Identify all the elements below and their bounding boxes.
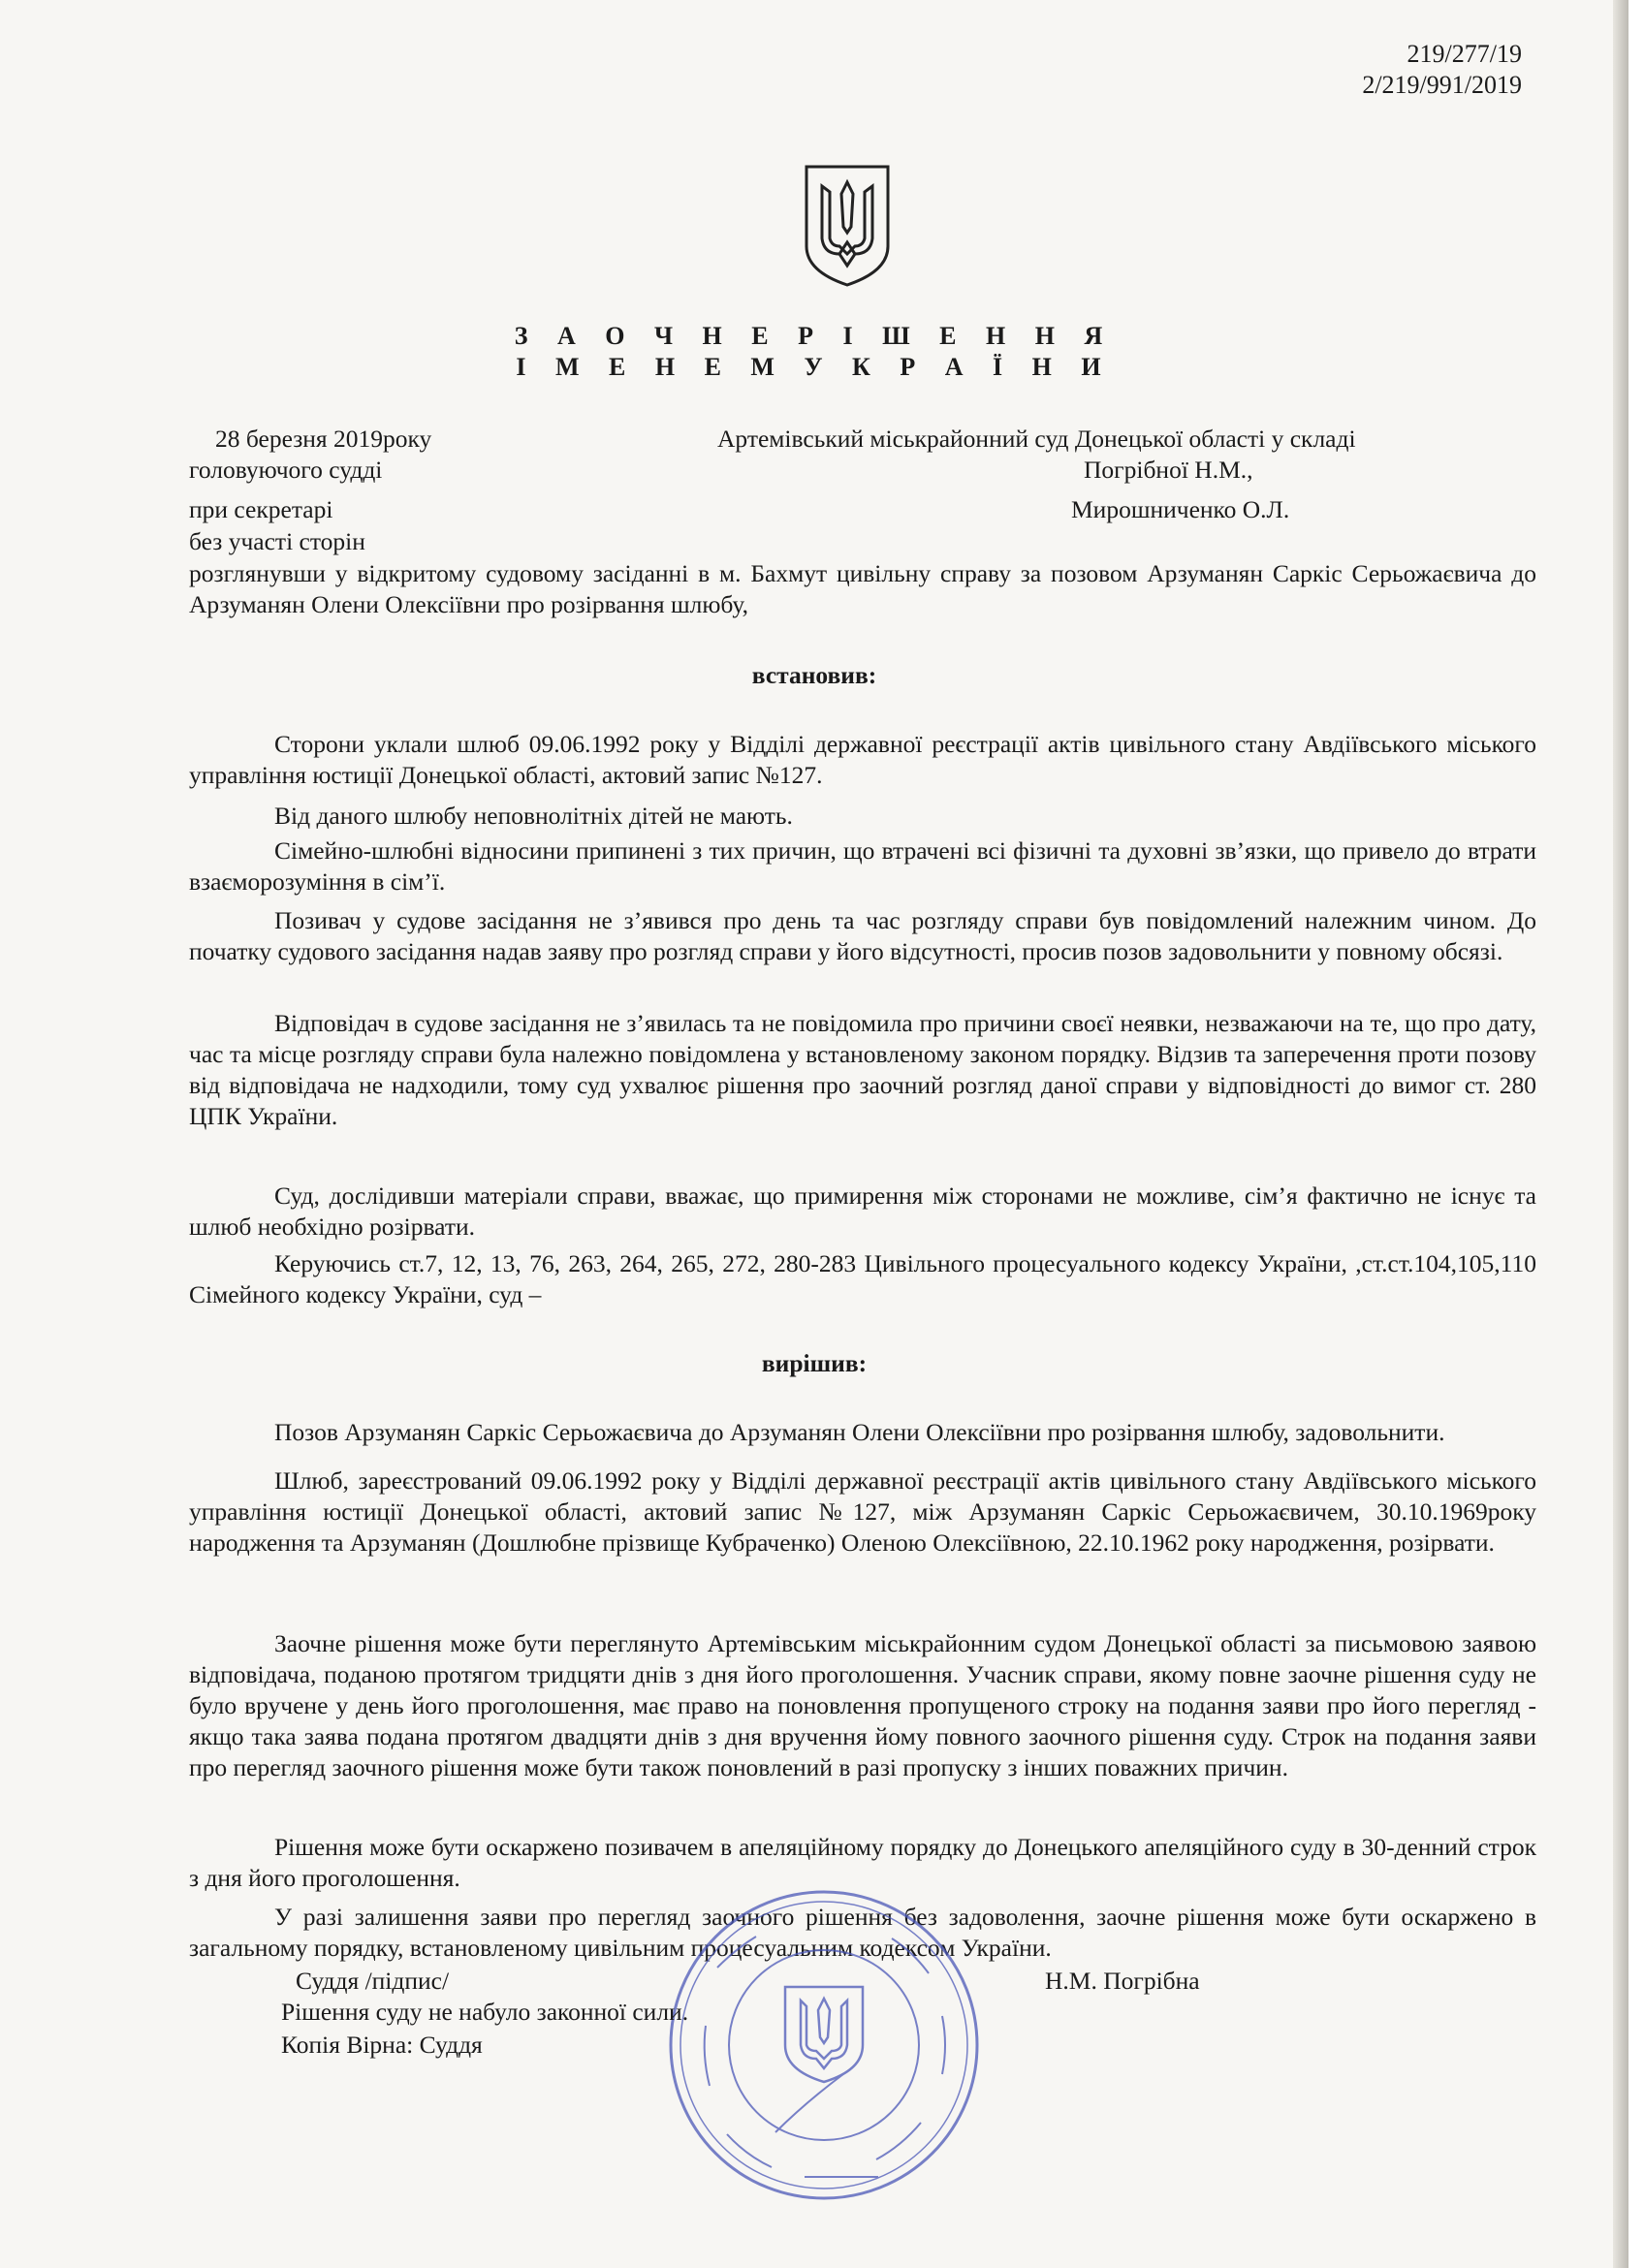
established-paragraph: Сторони уклали шлюб 09.06.1992 року у Відділі державної реєстрації актів цивільного стану Авдіївського міського управління юстиції Донецької області, актовий запис №127.: [189, 730, 1536, 789]
document-subtitle: І М Е Н Е М У К Р А Ї Н И: [516, 353, 1113, 381]
decided-paragraph: У разі залишення заяви про перегляд заочного рішення без задоволення, заочне рішення може бути оскаржено в загальному порядку, встановленому цивільним процесуальним кодексом України.: [189, 1903, 1536, 1962]
parties-note: без участі сторін: [189, 527, 365, 555]
established-paragraph: Позивач у судове засідання не з’явився про день та час розгляду справи був повідомлений належним чином. До початку судового засідання надав заяву про розгляд справи у його відсутності, просив позов задовольнити у повному обсязі.: [189, 906, 1536, 965]
case-number-2: 2/219/991/2019: [1362, 71, 1522, 99]
secretary-label: при секретарі: [189, 495, 333, 523]
section-decided: вирішив:: [761, 1349, 868, 1377]
established-paragraph: Сімейно-шлюбні відносини припинені з тих причин, що втрачені всі фізичні та духовні зв’язки, що привело до втрати взаєморозуміння в сім’ї.: [189, 836, 1536, 896]
presiding-name: Погрібної Н.М.,: [1084, 456, 1253, 484]
secretary-name: Мирошниченко О.Л.: [1071, 495, 1290, 523]
decided-paragraph: Позов Арзуманян Саркіс Серьожаєвича до Арзуманян Олени Олексіївни про розірвання шлюбу, задовольнити.: [274, 1418, 1445, 1446]
decided-paragraph: Шлюб, зареєстрований 09.06.1992 року у Відділі державної реєстрації актів цивільного стану Авдіївського міського управління юстиції Донецької області, актовий запис №127, між Арзуманян Саркіс Серьожаєвичем, 30.10.1969року народження та Арзуманян (Дошлюбне прізвище Кубраченко) Оленою Олексіївною, 22.10.1962 року народження, розірвати.: [189, 1466, 1536, 1557]
case-numbers: [1362, 39, 1522, 101]
not-in-force-note: Рішення суду не набуло законної сили.: [281, 1998, 689, 2026]
decision-date: 28 березня 2019року: [215, 425, 432, 453]
presiding-label: головуючого судді: [189, 456, 383, 484]
official-stamp: [659, 1880, 989, 2210]
case-number-1: 219/277/19: [1407, 40, 1522, 68]
court-name: Артемівський міськрайонний суд Донецької області у складі: [717, 425, 1356, 453]
decided-paragraph: Рішення може бути оскаржено позивачем в апеляційному порядку до Донецького апеляційного суду в 30-денний строк з дня його проголошення.: [189, 1833, 1536, 1892]
section-established: встановив:: [751, 661, 877, 689]
coat-of-arms-icon: [801, 163, 894, 289]
established-paragraph: Відповідач в судове засідання не з’явилась та не повідомила про причини своєї неявки, незважаючи на те, що про дату, час та місце розгляду справи була належно повідомлена у встановленому законом порядку. Відзив та заперечення проти позову від відповідача не надходили, тому суд ухвалює рішення про заочний розгляд даної справи у відповідності до вимог ст. 280 ЦПК України.: [189, 1009, 1536, 1130]
judge-name: Н.М. Погрібна: [1045, 1967, 1200, 1995]
established-paragraph: Керуючись ст.7, 12, 13, 76, 263, 264, 265, 272, 280-283 Цивільного процесуального кодексу України, ,ст.ст.104,105,110 Сімейного кодексу України, суд –: [189, 1249, 1536, 1308]
judge-signature-label: Суддя /підпис/: [296, 1967, 450, 1995]
document-title: З А О Ч Н Е Р І Ш Е Н Н Я: [514, 322, 1115, 350]
decided-paragraph: Заочне рішення може бути переглянуто Артемівським міськрайонним судом Донецької області за письмовою заявою відповідача, поданою протягом тридцяти днів з дня його проголошення. Учасник справи, якому повне заочне рішення суду не було вручене у день його проголошення, має право на поновлення пропущеного строку на подання заяви про його перегляд - якщо така заява подана протягом двадцяти днів з дня вручення йому повного заочного рішення суду. Строк на подання заяви про перегляд заочного рішення може бути також поновлений в разі пропуску з інших поважних причин.: [189, 1629, 1536, 1781]
considered-paragraph: розглянувши у відкритому судовому засіданні в м. Бахмут цивільну справу за позовом Арзуманян Саркіс Серьожаєвича до Арзуманян Олени Олексіївни про розірвання шлюбу,: [189, 559, 1536, 618]
established-paragraph: Суд, дослідивши матеріали справи, вважає, що примирення між сторонами не можливе, сім’я фактично не існує та шлюб необхідно розірвати.: [189, 1181, 1536, 1241]
established-paragraph: Від даного шлюбу неповнолітніх дітей не мають.: [274, 802, 793, 830]
certified-copy-note: Копія Вірна: Суддя: [281, 2031, 483, 2059]
